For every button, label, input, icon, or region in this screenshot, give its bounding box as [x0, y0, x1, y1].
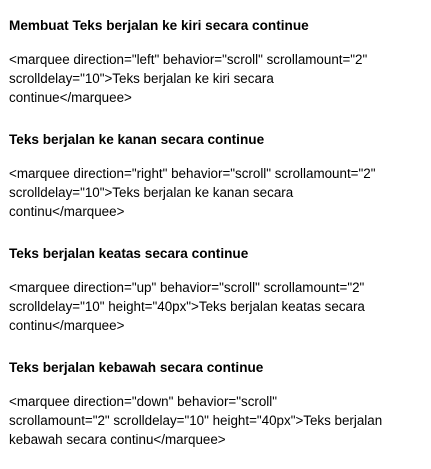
section-heading: Teks berjalan keatas secara continue	[9, 246, 249, 261]
section-heading: Teks berjalan kebawah secara continue	[9, 360, 264, 375]
section-heading: Membuat Teks berjalan ke kiri secara continue	[9, 18, 309, 33]
code-snippet: <marquee direction="right" behavior="scroll" scrollamount="2" scrolldelay="10">Teks berjalan ke kanan secara continu</marquee>	[9, 166, 376, 219]
section-marquee-down	[9, 359, 423, 449]
code-snippet: <marquee direction="left" behavior="scroll" scrollamount="2" scrolldelay="10">Teks berjalan ke kiri secara continue</marquee>	[9, 52, 368, 105]
code-snippet: <marquee direction="up" behavior="scroll" scrollamount="2" scrolldelay="10" height="40px">Teks berjalan keatas secara continu</marquee>	[9, 280, 365, 333]
section-marquee-right	[9, 131, 423, 221]
section-marquee-up	[9, 245, 423, 335]
code-snippet: <marquee direction="down" behavior="scroll" scrollamount="2" scrolldelay="10" height="40px">Teks berjalan kebawah secara continu</marquee>	[9, 394, 383, 447]
section-heading: Teks berjalan ke kanan secara continue	[9, 132, 265, 147]
section-marquee-left	[9, 17, 423, 107]
